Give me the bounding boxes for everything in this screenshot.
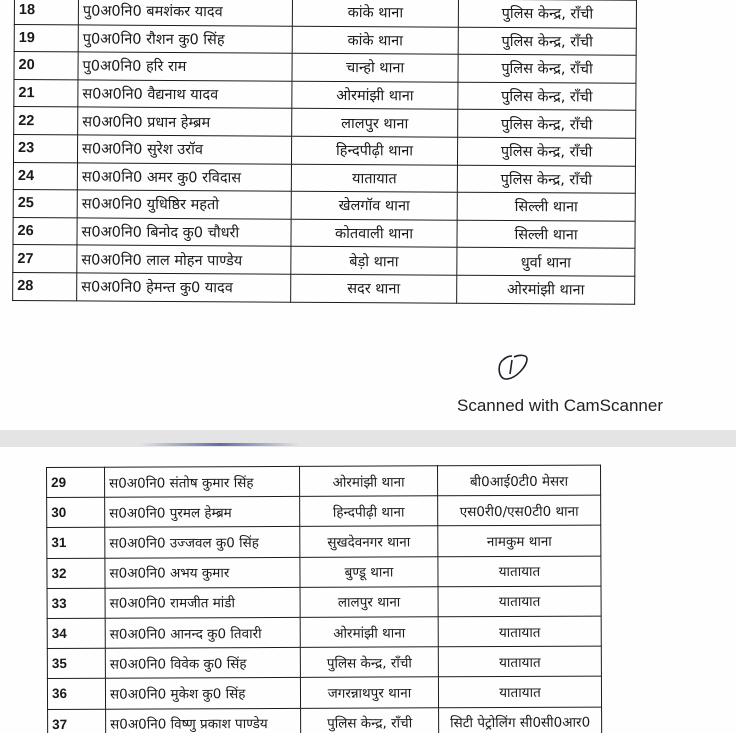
posted-from: पुलिस केन्द्र, रॉंची [301,707,439,733]
serial-number: 27 [13,245,77,273]
posted-from: जगरन्नाथपुर थाना [300,677,438,708]
table-row [13,272,635,303]
officer-name: स0अ0नि0 सुरेश उरॉव [77,135,291,164]
posted-to: सिल्ली थाना [457,220,635,249]
posted-to: एस0री0/एस0टी0 थाना [438,495,601,526]
table-row [47,495,601,528]
serial-number: 26 [13,217,77,245]
officer-name: पु0अ0नि0 हरि राम [78,52,292,81]
posted-from: कोतवाली थाना [291,219,457,248]
officer-name: स0अ0नि0 अमर कु0 रविदास [77,162,291,191]
serial-number: 22 [14,107,78,135]
posted-to: यातायात [438,646,601,677]
officer-name: स0अ0नि0 आनन्द कु0 तिवारी [105,617,300,648]
officer-name: स0अ0नि0 प्रधान हेम्ब्रम [78,107,292,136]
posted-from: सदर थाना [291,274,457,303]
table-row [47,676,601,709]
posted-to: पुलिस केन्द्र, रॉंची [458,54,636,83]
serial-number: 20 [14,52,78,80]
table-row [14,24,636,55]
transfer-table-page-2 [46,465,602,733]
posted-from: हिन्दपीढ़ी थाना [300,496,438,527]
serial-number: 30 [47,497,105,527]
serial-number: 29 [47,467,105,497]
table-row [14,79,636,110]
posted-to: सिटी पेट्रोलिंग सी0सी0आर0 [439,707,602,733]
posted-from: यातायात [291,164,457,193]
posted-to: बी0आई0टी0 मेसरा [437,465,600,496]
posted-from: चान्हो थाना [292,53,458,82]
scanned-page-2 [0,447,736,733]
posted-from: ओरमांझी थाना [299,466,437,497]
camscanner-watermark: Scanned with CamScanner [457,396,664,415]
serial-number: 21 [14,79,78,107]
posted-from: लालपुर थाना [300,587,438,618]
table-row [13,162,635,193]
posted-from: कांके थाना [292,26,458,55]
officer-name: स0अ0नि0 मुकेश कु0 सिंह [105,678,300,709]
table-row [13,134,635,165]
officer-name: स0अ0नि0 बिनोद कु0 चौधरी [77,218,291,247]
posted-to: धुर्वा थाना [457,248,635,277]
table-row [47,465,601,498]
officer-name: स0अ0नि0 संतोष कुमार सिंह [105,466,300,497]
serial-number: 32 [47,558,105,588]
officer-name: स0अ0नि0 उज्जवल कु0 सिंह [105,527,300,558]
posted-from: हिन्दपीढ़ी थाना [291,136,457,165]
serial-number: 18 [14,0,78,24]
posted-to: यातायात [438,586,601,617]
posted-to: सिल्ली थाना [457,192,635,221]
posted-from: बुण्डू थाना [300,556,438,587]
table-row [47,525,601,558]
posted-to: पुलिस केन्द्र, रॉंची [458,27,636,56]
posted-to: ओरमांझी थाना [457,275,635,304]
posted-to: पुलिस केन्द्र, रॉंची [458,110,636,139]
table-row [48,707,602,733]
table-row [14,107,636,138]
serial-number: 31 [47,528,105,558]
table-row [47,586,601,619]
officer-name: स0अ0नि0 वैद्यनाथ यादव [78,80,292,109]
table-row [47,556,601,589]
officer-name: पु0अ0नि0 रौशन कु0 सिंह [78,24,292,53]
posted-to: नामकुम थाना [438,525,601,556]
serial-number: 37 [48,709,106,733]
posted-to: पुलिस केन्द्र, रॉंची [457,165,635,194]
officer-name: पु0अ0नि0 बमशंकर यादव [78,0,292,26]
officer-name: स0अ0नि0 हेमन्त कु0 यादव [77,273,291,302]
posted-to: यातायात [438,676,601,707]
page-separator [0,430,736,447]
posted-to: पुलिस केन्द्र, रॉंची [458,0,636,28]
table-row [13,190,635,221]
posted-to: पुलिस केन्द्र, रॉंची [458,82,636,111]
serial-number: 23 [13,134,77,162]
serial-number: 35 [47,648,105,678]
posted-to: यातायात [438,556,601,587]
table-row [14,52,636,83]
posted-from: लालपुर थाना [292,109,458,138]
officer-name: स0अ0नि0 युधिष्ठिर महतो [77,190,291,219]
officer-name: स0अ0नि0 लाल मोहन पाण्डेय [77,245,291,274]
officer-name: स0अ0नि0 अभय कुमार [105,557,300,588]
posted-to: यातायात [438,616,601,647]
posted-from: खेलगॉव थाना [291,191,457,220]
officer-name: स0अ0नि0 विवेक कु0 सिंह [105,648,300,679]
serial-number: 19 [14,24,78,52]
serial-number: 25 [13,190,77,218]
handwritten-page-number-1 [494,352,532,382]
posted-from: ओरमांझी थाना [292,81,458,110]
serial-number: 34 [47,618,105,648]
serial-number: 28 [13,272,77,300]
table-row [47,646,601,679]
serial-number: 36 [47,679,105,709]
posted-from: पुलिस केन्द्र, रॉंची [300,647,438,678]
posted-from: सुखदेवनगर थाना [300,526,438,557]
serial-number: 33 [47,588,105,618]
transfer-table-page-1 [12,0,637,304]
serial-number: 24 [13,162,77,190]
posted-from: ओरमांझी थाना [300,617,438,648]
table-row [47,616,601,649]
table-row [13,245,635,276]
officer-name: स0अ0नि0 रामजीत मांडी [105,587,300,618]
officer-name: स0अ0नि0 विष्णु प्रकाश पाण्डेय [106,708,301,733]
table-row [13,217,635,248]
posted-from: कांके थाना [292,0,458,27]
posted-from: बेड़ो थाना [291,247,457,276]
officer-name: स0अ0नि0 पुरमल हेम्ब्रम [105,497,300,528]
posted-to: पुलिस केन्द्र, रॉंची [457,137,635,166]
